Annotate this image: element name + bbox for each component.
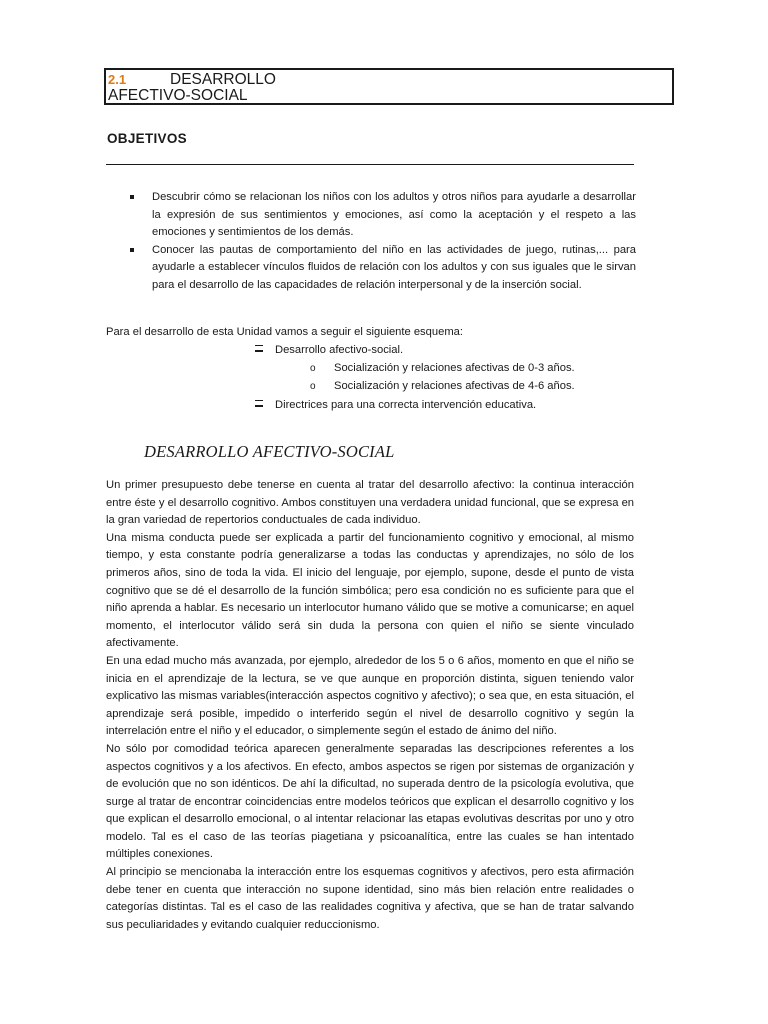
objective-item: [128, 242, 636, 295]
objective-text: Conocer las pautas de comportamiento del niño en las actividades de juego, rutinas,... para ayudarle a establecer vínculos fluidos de relación con los adultos y con sus iguales que le sirvan para el desarrollo de las capacidades de relación interpersonal y de la inserción social.: [152, 243, 636, 291]
objective-item: [128, 189, 636, 242]
scheme-intro: Para el desarrollo de esta Unidad vamos a seguir el siguiente esquema:: [106, 326, 463, 338]
scheme-item-label: Desarrollo afectivo-social.: [275, 344, 404, 356]
scheme-subitem-label: Socialización y relaciones afectivas de 4-6 años.: [334, 380, 575, 392]
scheme-subitem: [310, 378, 575, 396]
section-title: DESARROLLO AFECTIVO-SOCIAL: [144, 442, 395, 461]
body-paragraph: En una edad mucho más avanzada, por ejemplo, alrededor de los 5 o 6 años, momento en que el niño se inicia en el aprendizaje de la lectura, se ve que aunque en proporción distinta, siguen teniendo valor explicativo las mismas variables(interacción aspectos cognitivo y afectivo); o sea que, en esta situación, el aprendizaje será posible, impedido o interferido según el nivel de desarrollo cognitivo y según la interrelación entre el niño y el educador, o simplemente según el estado de ánimo del niño.: [106, 654, 634, 738]
body-paragraph: Al principio se mencionaba la interacción entre los esquemas cognitivos y afectivos, pero esta afirmación debe tener en cuenta que interacción no supone identidad, sino más bien relación entre realidades o categorías distintas. Tal es el caso de las realidades cognitiva y afectiva, que se han de tratar salvando sus peculiaridades y evitando cualquier reduccionismo.: [106, 866, 634, 931]
body-paragraph: Una misma conducta puede ser explicada a partir del funcionamiento cognitivo y emocional, al mismo tiempo, y esta constante podría generalizarse a todas las conductas y aprendizajes, no sólo de los primeros años, sino de toda la vida. El inicio del lenguaje, por ejemplo, supone, desde el punto de vista cognitivo que se dé el desarrollo de la función simbólica; pero esa condición no es suficiente para que el niño aprenda a hablar. Es necesario un interlocutor humano válido que se motive a comunicarse; en aquel momento, el interlocutor válido será sin duda la persona con quien el niño se siente vinculado afectivamente.: [106, 531, 634, 650]
section-header-box: [104, 68, 674, 105]
scheme-item: [255, 342, 403, 360]
circle-bullet-icon: o: [310, 363, 316, 374]
body-paragraph: Un primer presupuesto debe tenerse en cuenta al tratar del desarrollo afectivo: la continua interacción entre éste y el desarrollo cognitivo. Ambos constituyen una verdadera unidad funcional, que se expresa en la gran variedad de repertorios conductuales de cada individuo.: [106, 479, 635, 527]
objective-text: Descubrir cómo se relacionan los niños con los adultos y otros niños para ayudarle a desarrollar la expresión de sus sentimientos y emociones, así como la aceptación y el respeto a las emociones y sentimientos de los demás.: [152, 191, 636, 239]
scheme-item-label: Directrices para una correcta intervención educativa.: [275, 399, 537, 411]
square-bullet-icon: [130, 195, 134, 199]
section-header-subtitle: AFECTIVO-SOCIAL: [108, 87, 248, 104]
square-bullet-icon: [130, 248, 134, 252]
scheme-item: [255, 397, 536, 415]
dash-bullet-icon: [255, 345, 263, 352]
dash-bullet-icon: [255, 400, 263, 407]
objectives-heading: OBJETIVOS: [107, 131, 187, 146]
section-header-title: DESARROLLO: [170, 71, 276, 88]
section-body: [106, 477, 634, 934]
scheme-subitem: [310, 360, 575, 378]
heading-divider: [106, 164, 634, 165]
section-header-line1: [108, 72, 668, 88]
objectives-list: [128, 189, 636, 295]
body-paragraph: No sólo por comodidad teórica aparecen generalmente separadas las descripciones referentes a los aspectos cognitivos y a los afectivos. En efecto, ambos aspectos se rigen por sistemas de organización y de evolución que no son idénticos. De ahí la dificultad, no superada dentro de la psicología evolutiva, que surge al tratar de encontrar coincidencias entre modelos teóricos que explican el desarrollo cognitivo y los que explican el desarrollo emocional, o al intentar relacionar las etapas evolutivas descritas por uno y otro modelo. Tal es el caso de las teorías piagetiana y psicoanalítica, entre las cuales se han intentado múltiples conexiones.: [106, 742, 634, 861]
section-number: 2.1: [108, 72, 127, 87]
circle-bullet-icon: o: [310, 381, 316, 392]
scheme-subitem-label: Socialización y relaciones afectivas de 0-3 años.: [334, 362, 575, 374]
